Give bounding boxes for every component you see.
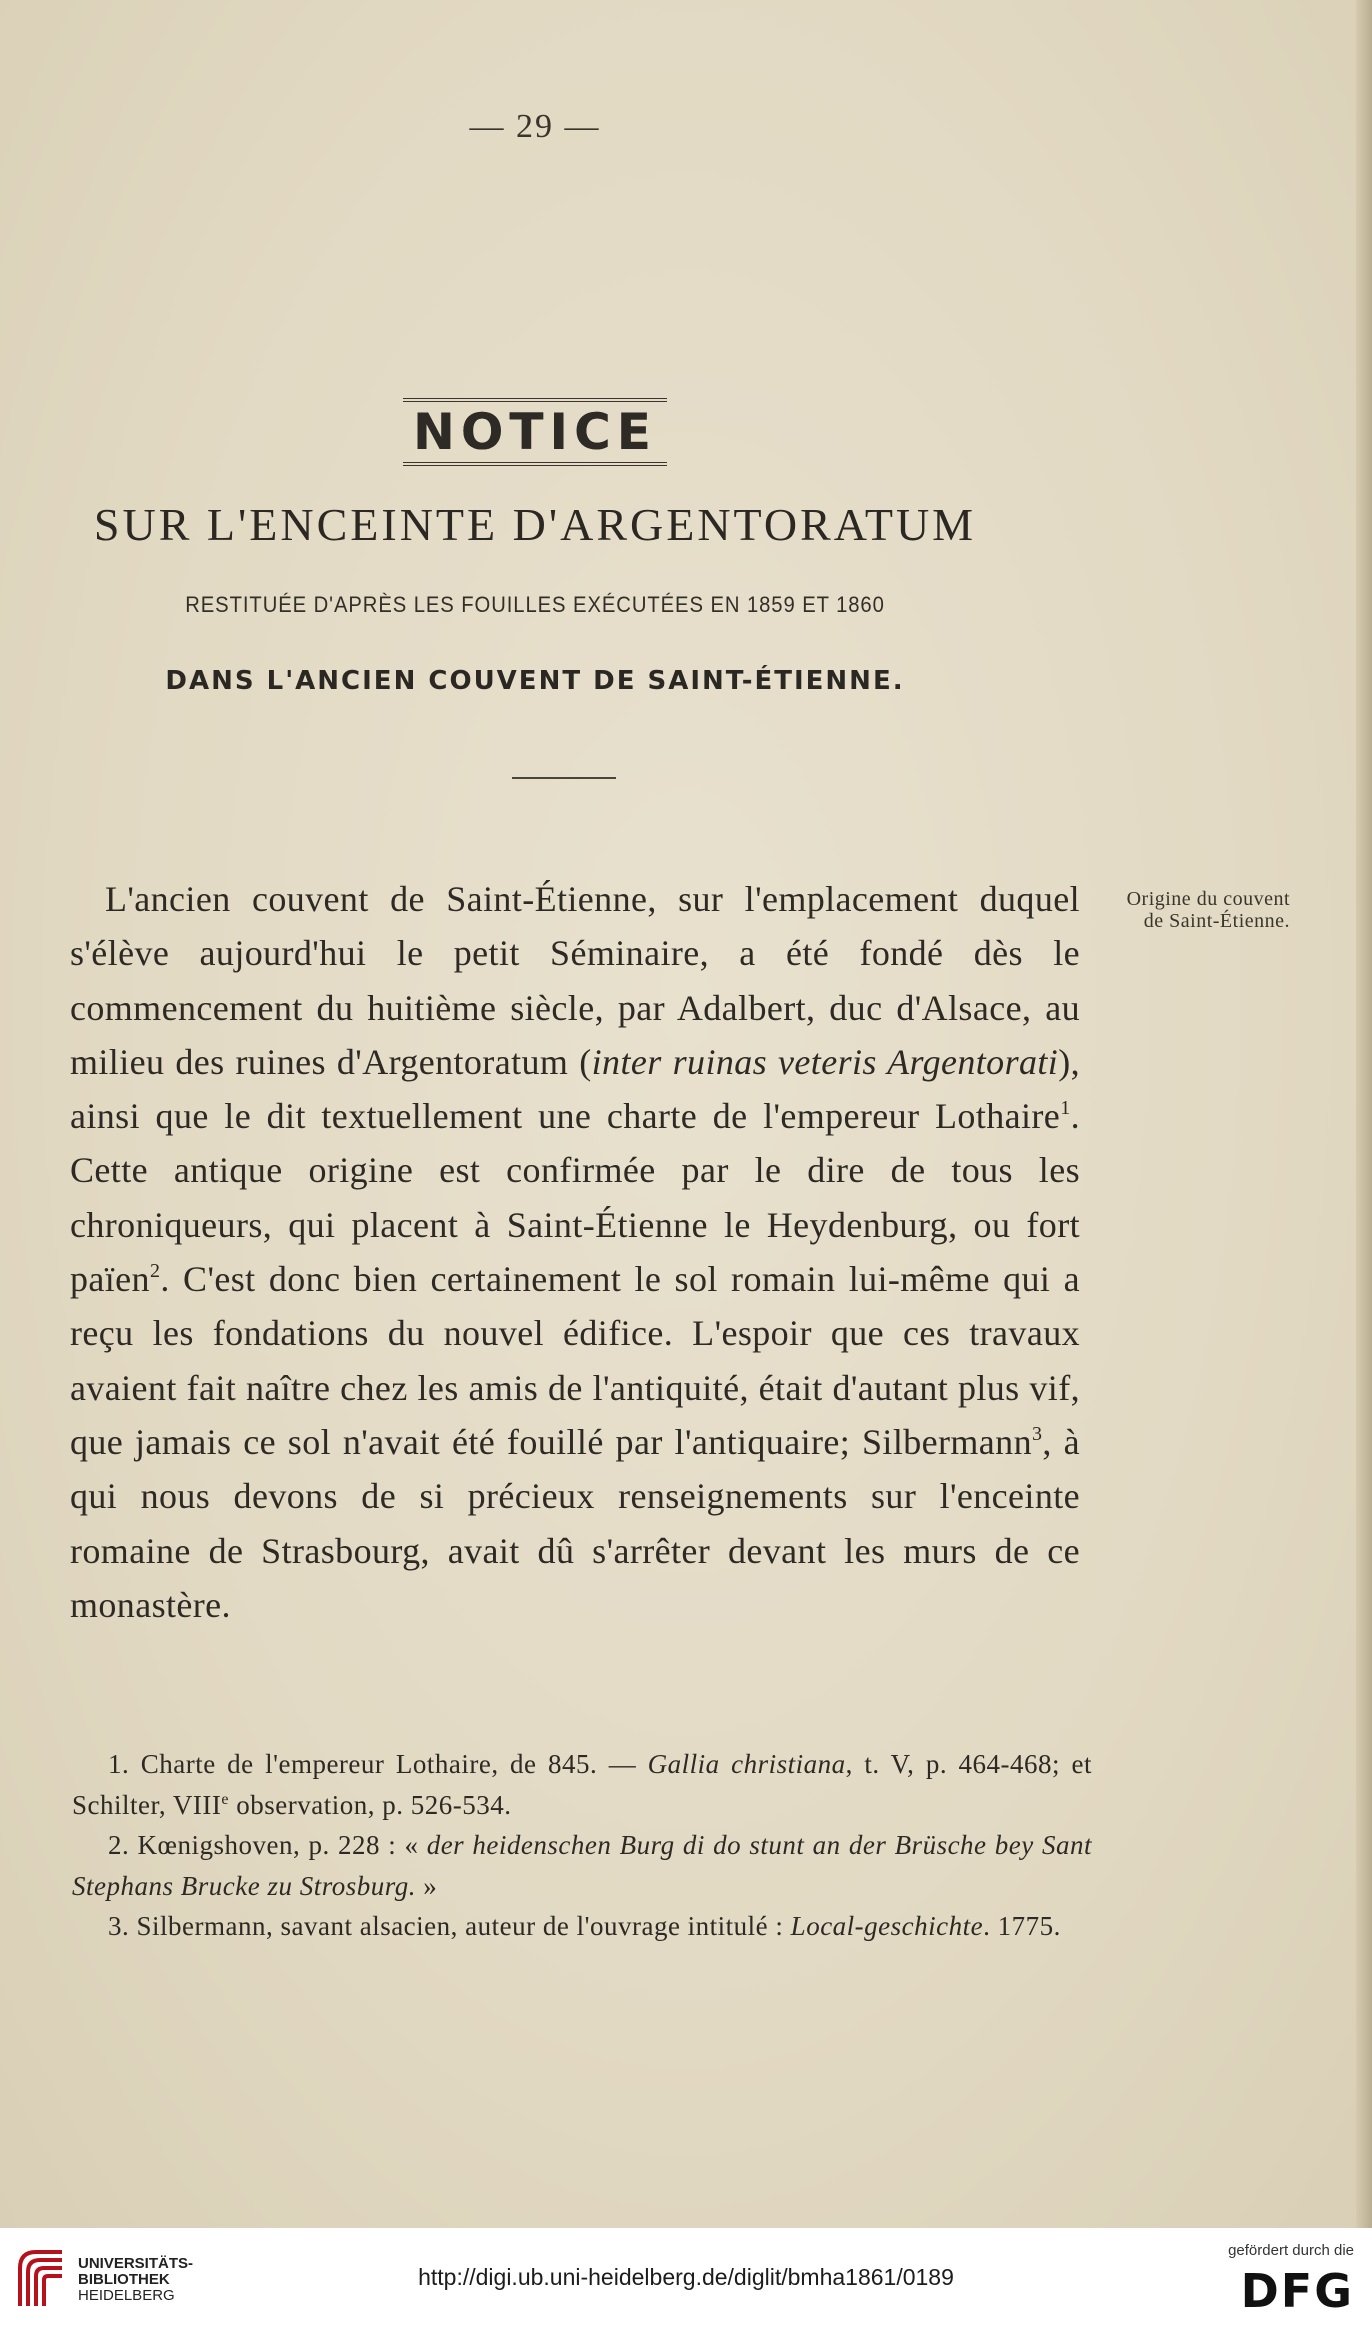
footnotes [72, 1744, 1092, 1947]
body-text-segment: L'ancien couvent de Saint-Étienne, sur l'emplacement duquel s'élève aujourd'hui le petit Séminaire, a été fondé dès le commencement du huitième siècle, par Adalbert, duc d'Alsace, au milieu des ruines d'Argentoratum ( [70, 879, 1080, 1082]
body-text-segment: , à qui nous devons de si précieux renseignements sur l'enceinte romaine de Strasbourg, avait dû s'arrêter devant les murs de ce monastère. [70, 1421, 1080, 1625]
library-name-line-1: UNIVERSITÄTS- [78, 2255, 194, 2272]
footnote-italic: Local-geschichte [790, 1911, 984, 1941]
margin-note-line-2: de Saint-Étienne. [1143, 910, 1290, 932]
footnote-ref-3: 3 [1031, 1422, 1043, 1445]
library-name-line-3: HEIDELBERG [78, 2287, 175, 2304]
footnote-1 [72, 1744, 1092, 1825]
viewer-footer [0, 2228, 1372, 2329]
title-notice-text: NOTICE [403, 398, 667, 466]
footnote-text: » [415, 1870, 438, 1901]
footnote-text: 2. Kœnigshoven, p. 228 : « [108, 1830, 427, 1860]
page-edge [1356, 0, 1372, 2228]
footnote-2 [72, 1825, 1092, 1906]
footnote-text: observation, p. 526-534. [229, 1789, 512, 1820]
page-number: — 29 — [469, 108, 601, 145]
footnote-ref-1: 1 [1060, 1097, 1071, 1120]
funded-by-label: gefördert durch die [1228, 2242, 1354, 2259]
title-rule [512, 777, 616, 779]
footnote-ref-2: 2 [149, 1260, 161, 1283]
title-subtitle: RESTITUÉE D'APRÈS LES FOUILLES EXÉCUTÉES EN 1859 ET 1860 [185, 592, 885, 617]
footnote-italic: Gallia christiana [647, 1749, 846, 1779]
margin-note [1090, 888, 1290, 932]
footnote-superscript: e [221, 1790, 229, 1808]
title-notice [0, 398, 1070, 466]
body-text-segment: . Cette antique origine est confirmée par le dire de tous les chroniqueurs, qui placent à Saint-Étienne le Heydenburg, ou fort païen [70, 1096, 1080, 1300]
dfg-logo: DFG [1240, 2264, 1354, 2318]
footnote-3 [72, 1906, 1092, 1947]
body-text-segment: ), ainsi que le dit textuellement une charte de l'empereur Lothaire [70, 1041, 1080, 1137]
footnote-text: , t. V, p. 464-468; et Schilter, VIII [72, 1749, 1092, 1820]
library-name-line-2: BIBLIOTHEK [78, 2271, 170, 2288]
latin-quote: inter ruinas veteris Argentorati [591, 1041, 1059, 1082]
title-main: SUR L'ENCEINTE D'ARGENTORATUM [93, 499, 977, 550]
footnote-text: 1. Charte de l'empereur Lothaire, de 845. — [108, 1749, 648, 1779]
footnote-text: . 1775. [983, 1911, 1061, 1941]
title-subtitle-2: DANS L'ANCIEN COUVENT DE SAINT-ÉTIENNE. [165, 666, 905, 696]
body-text [70, 872, 1080, 1632]
permalink-url[interactable]: http://digi.ub.uni-heidelberg.de/diglit/bmha1861/0189 [418, 2264, 954, 2290]
margin-note-line-1: Origine du couvent [1126, 888, 1290, 910]
footnote-italic: der heidenschen Burg di do stunt an der Brüsche bey Sant Stephans Brucke zu Strosburg. [72, 1830, 1092, 1901]
footnote-text: 3. Silbermann, savant alsacien, auteur de l'ouvrage intitulé : [108, 1911, 791, 1941]
body-paragraph [70, 872, 1080, 1632]
body-text-segment: . C'est donc bien certainement le sol romain lui-même qui a reçu les fondations du nouvel édifice. L'espoir que ces travaux avaient fait naître chez les amis de l'antiquité, était d'autant plus vif, que jamais ce sol n'avait été fouillé par l'antiquaire; Silbermann [70, 1259, 1080, 1462]
